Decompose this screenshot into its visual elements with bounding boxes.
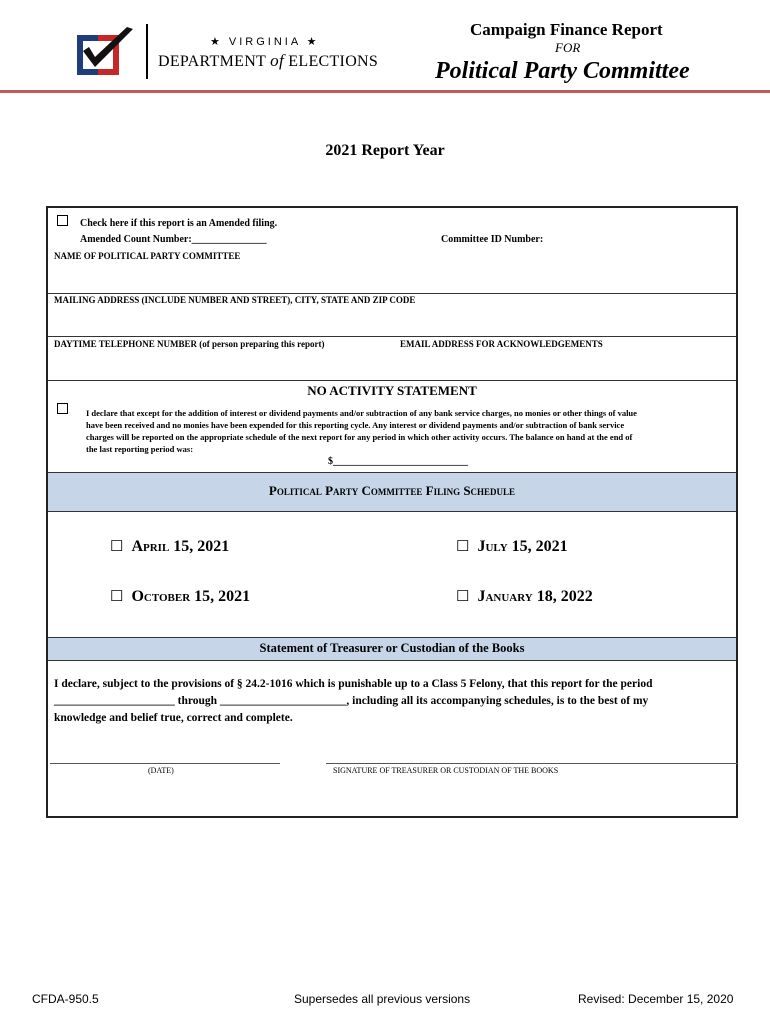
filing-schedule-title: Political Party Committee Filing Schedule — [268, 483, 516, 498]
supersedes-note: Supersedes all previous versions — [294, 992, 471, 1006]
header-rule — [0, 90, 770, 93]
virginia-elections-logo-icon — [75, 25, 137, 77]
balance-on-hand-field[interactable]: $___________________________ — [328, 456, 468, 467]
no-activity-title: NO ACTIVITY STATEMENT — [307, 383, 477, 398]
treasurer-statement-title: Statement of Treasurer or Custodian of the Books — [259, 641, 525, 655]
no-activity-text-line2: have been received and no monies have been expended for this reporting cycle. Any interest or dividend payments and/or subtraction of bank service — [86, 420, 625, 430]
telephone-label: DAYTIME TELEPHONE NUMBER (of person preparing this report) — [54, 339, 325, 349]
virginia-label: ★ VIRGINIA ★ — [210, 36, 320, 48]
no-activity-text-line4: the last reporting period was: — [86, 444, 194, 454]
treasurer-declaration-line1: I declare, subject to the provisions of § 24.2-1016 which is punishable up to a Class 5 Felony, that this report for the period — [54, 678, 653, 690]
mailing-address-label: MAILING ADDRESS (INCLUDE NUMBER AND STREET), CITY, STATE AND ZIP CODE — [54, 295, 416, 305]
checkbox-icon: ☐ — [110, 539, 124, 555]
email-label: EMAIL ADDRESS FOR ACKNOWLEDGEMENTS — [400, 339, 603, 349]
report-year: 2021 Report Year — [325, 142, 445, 159]
report-title: Campaign Finance Report — [470, 20, 663, 39]
report-for: FOR — [555, 40, 581, 55]
mailing-address-field[interactable] — [48, 307, 736, 336]
treasurer-signature-line[interactable] — [326, 763, 738, 764]
report-form-box — [46, 206, 738, 818]
divider — [48, 380, 736, 381]
treasurer-declaration-line3: knowledge and belief true, correct and complete. — [54, 712, 293, 724]
no-activity-text-line3: charges will be reported on the appropriate schedule of the next report for any period in which other activity occurs. The balance on hand at the end of — [86, 432, 633, 442]
date-option-january[interactable]: ☐ January 18, 2022 — [456, 588, 593, 605]
committee-name-field[interactable] — [48, 263, 736, 293]
form-id: CFDA-950.5 — [32, 992, 99, 1006]
date-option-july[interactable]: ☐ July 15, 2021 — [456, 538, 568, 555]
divider — [48, 293, 736, 294]
divider — [48, 336, 736, 337]
date-signature-line[interactable] — [50, 763, 280, 764]
committee-name-label: NAME OF POLITICAL PARTY COMMITTEE — [54, 251, 241, 261]
date-label: (DATE) — [148, 766, 174, 775]
checkbox-icon: ☐ — [456, 589, 470, 605]
report-subtitle: Political Party Committee — [435, 58, 690, 84]
treasurer-statement-header — [48, 637, 736, 661]
department-of-elections-label: DEPARTMENT of ELECTIONS — [158, 51, 379, 70]
amended-checkbox[interactable] — [57, 215, 68, 226]
filing-schedule-header — [48, 472, 736, 512]
date-option-october[interactable]: ☐ October 15, 2021 — [110, 588, 251, 605]
treasurer-declaration-line2[interactable]: _____________________ through ______________________, including all its accompanying schedules, is to the best of my — [54, 695, 649, 707]
amended-count-field[interactable]: Amended Count Number:_______________ — [80, 234, 267, 245]
no-activity-text-line1: I declare that except for the addition of interest or dividend payments and/or subtraction of any bank service charges, no monies or other things of value — [86, 408, 637, 418]
telephone-email-field[interactable] — [48, 351, 736, 380]
checkbox-icon: ☐ — [110, 589, 124, 605]
date-option-april[interactable]: ☐ April 15, 2021 — [110, 538, 230, 555]
revised-date: Revised: December 15, 2020 — [578, 992, 734, 1006]
no-activity-checkbox[interactable] — [57, 403, 68, 414]
committee-id-field[interactable]: Committee ID Number: — [441, 234, 544, 245]
header-divider — [146, 24, 148, 79]
checkbox-icon: ☐ — [456, 539, 470, 555]
amended-check-label: Check here if this report is an Amended filing. — [80, 218, 278, 229]
signature-label: SIGNATURE OF TREASURER OR CUSTODIAN OF THE BOOKS — [333, 766, 559, 775]
